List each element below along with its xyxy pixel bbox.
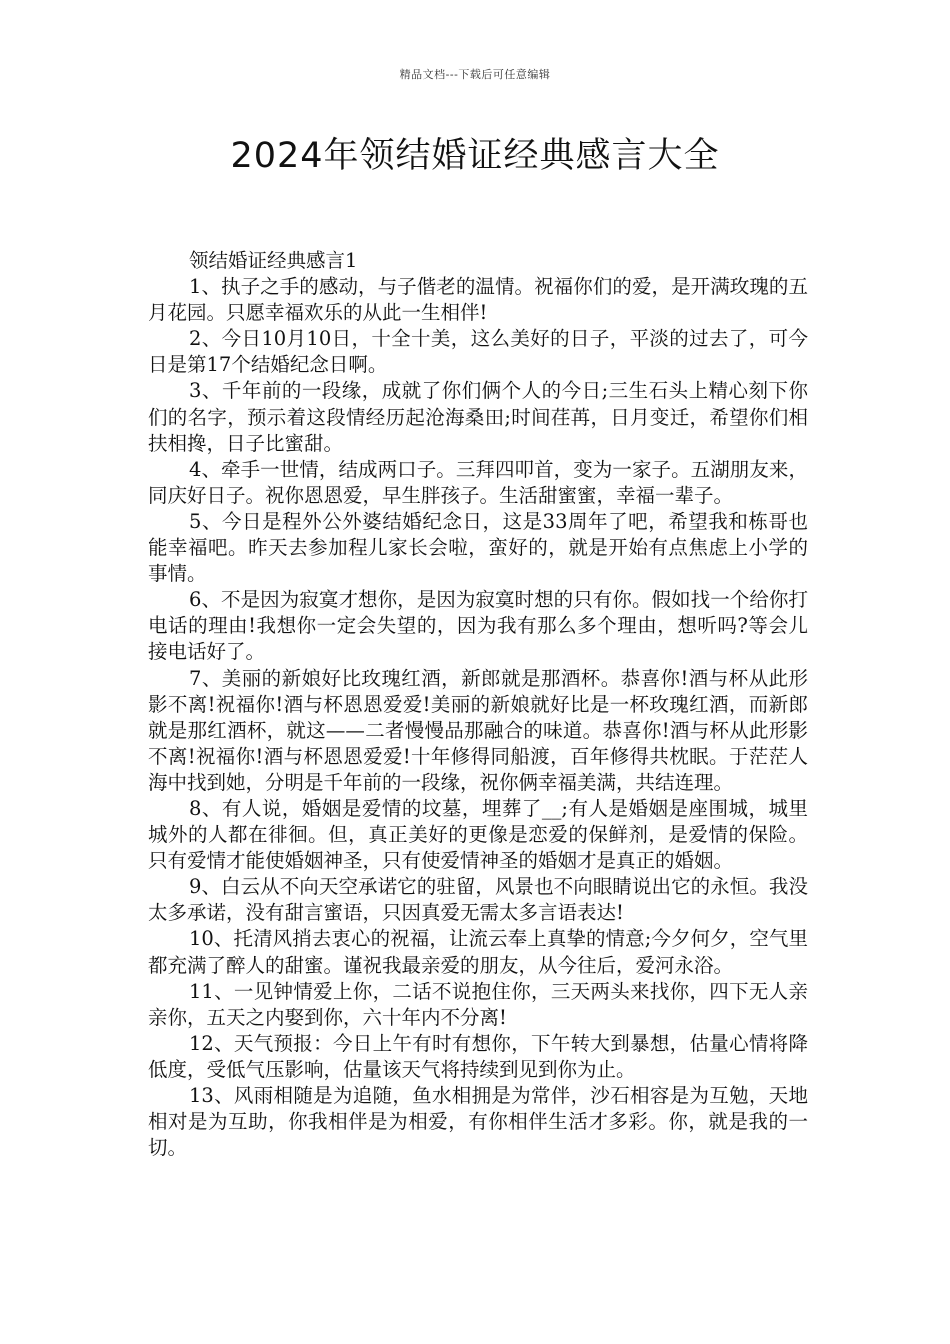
paragraph-10: 10、托清风捎去衷心的祝福，让流云奉上真挚的情意;今夕何夕，空气里都充满了醉人的甜蜜。谨祝我最亲爱的朋友，从今往后，爱河永浴。	[148, 927, 808, 977]
paragraph-12: 12、天气预报：今日上午有时有想你，下午转大到暴想，估量心情将降低度，受低气压影响，估量该天气将持续到见到你为止。	[148, 1031, 808, 1081]
paragraph-7: 7、美丽的新娘好比玫瑰红酒，新郎就是那酒杯。恭喜你!酒与杯从此形影不离!祝福你!酒与杯恩恩爱爱!美丽的新娘就好比是一杯玫瑰红酒，而新郎就是那红酒杯，就这——二者慢慢品那融合的味道。恭喜你!酒与杯从此形影不离!祝福你!酒与杯恩恩爱爱!十年修得同船渡，百年修得共枕眠。于茫茫人海中找到她，分明是千年前的一段缘，祝你俩幸福美满，共结连理。	[148, 666, 808, 794]
document-title: 2024年领结婚证经典感言大全	[230, 136, 720, 176]
paragraph-3: 3、千年前的一段缘，成就了你们俩个人的今日;三生石头上精心刻下你们的名字，预示着这段情经历起沧海桑田;时间荏苒，日月变迁，希望你们相扶相搀，日子比蜜甜。	[148, 379, 808, 455]
page-header: 精品文档---下载后可任意编辑	[399, 68, 551, 81]
paragraph-1: 1、执子之手的感动，与子偕老的温情。祝福你们的爱，是开满玫瑰的五月花园。只愿幸福欢乐的从此一生相伴!	[148, 275, 808, 325]
paragraph-2: 2、今日10月10日，十全十美，这么美好的日子，平淡的过去了，可今日是第17个结婚纪念日啊。	[148, 327, 808, 377]
paragraph-4: 4、牵手一世情，结成两口子。三拜四叩首，变为一家子。五湖朋友来，同庆好日子。祝你恩恩爱，早生胖孩子。生活甜蜜蜜，幸福一辈子。	[148, 457, 808, 507]
paragraph-11: 11、一见钟情爱上你，二话不说抱住你，三天两头来找你，四下无人亲亲你，五天之内娶到你，六十年内不分离!	[148, 979, 808, 1029]
paragraph-9: 9、白云从不向天空承诺它的驻留，风景也不向眼睛说出它的永恒。我没太多承诺，没有甜言蜜语，只因真爱无需太多言语表达!	[148, 875, 808, 925]
paragraph-13: 13、风雨相随是为追随，鱼水相拥是为常伴，沙石相容是为互勉，天地相对是为互助，你我相伴是为相爱，有你相伴生活才多彩。你，就是我的一切。	[148, 1084, 808, 1160]
section-heading: 领结婚证经典感言1	[189, 249, 358, 272]
paragraph-5: 5、今日是程外公外婆结婚纪念日，这是33周年了吧，希望我和栋哥也能幸福吧。昨天去参加程儿家长会啦，蛮好的，就是开始有点焦虑上小学的事情。	[148, 509, 808, 586]
paragraph-6: 6、不是因为寂寞才想你，是因为寂寞时想的只有你。假如找一个给你打电话的理由!我想你一定会失望的，因为我有那么多个理由，想听吗?等会儿接电话好了。	[148, 588, 808, 664]
document-body	[148, 248, 808, 1161]
paragraph-8: 8、有人说，婚姻是爱情的坟墓，埋葬了__;有人是婚姻是座围城，城里城外的人都在徘徊。但，真正美好的更像是恋爱的保鲜剂，是爱情的保险。只有爱情才能使婚姻神圣，只有使爱情神圣的婚姻才是真正的婚姻。	[148, 796, 808, 873]
